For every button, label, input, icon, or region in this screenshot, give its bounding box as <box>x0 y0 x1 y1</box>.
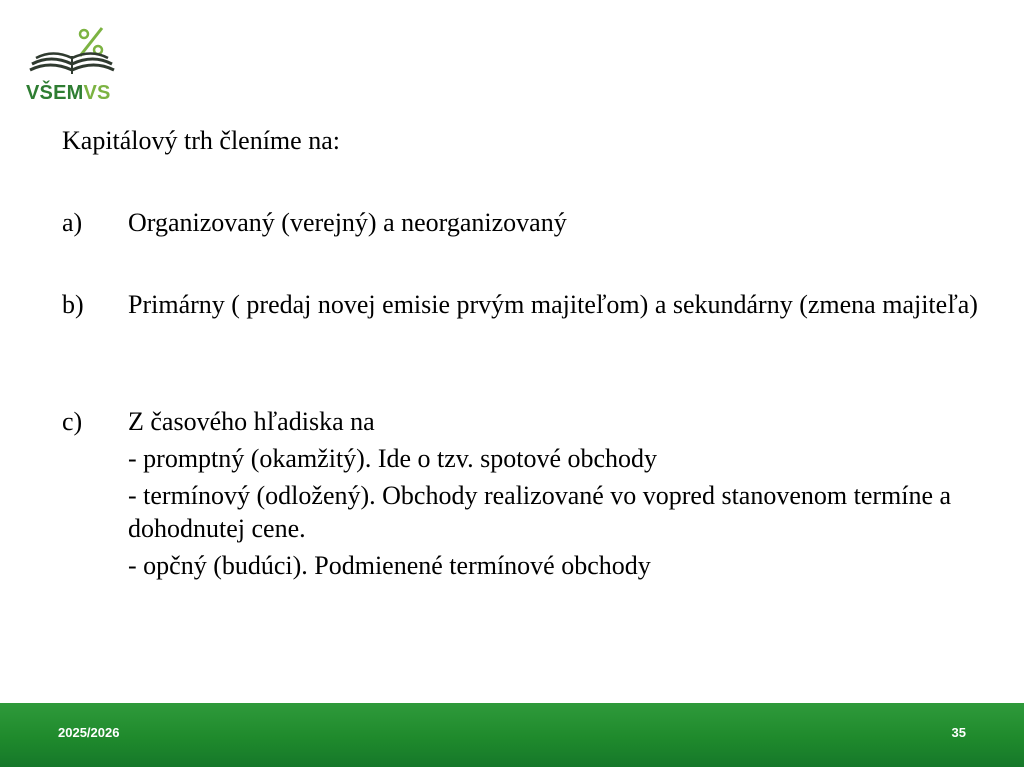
list-line: Organizovaný (verejný) a neorganizovaný <box>128 208 567 237</box>
footer-year: 2025/2026 <box>58 725 120 740</box>
list-line: Z časového hľadiska na <box>128 407 375 436</box>
list-item-text <box>128 288 978 321</box>
list-item-text <box>128 206 978 239</box>
list-line: - opčný (budúci). Podmienené termínové obchody <box>128 551 651 580</box>
list-line: - promptný (okamžitý). Ide o tzv. spotové obchody <box>128 444 658 473</box>
logo-text-light: VS <box>83 82 111 104</box>
list-marker: a) <box>62 208 83 237</box>
page-number: 35 <box>951 725 966 740</box>
list-marker: c) <box>62 407 83 436</box>
logo-text-dark: VŠEM <box>26 82 84 104</box>
list-item-text <box>128 405 978 582</box>
open-book-percent-icon <box>26 26 118 82</box>
list-line: Primárny ( predaj novej emisie prvým majiteľom) a sekundárny (zmena majiteľa) <box>128 290 978 319</box>
logo-wordmark <box>26 82 118 104</box>
slide-intro: Kapitálový trh členíme na: <box>62 126 340 155</box>
list-marker: b) <box>62 290 84 319</box>
list-line: - termínový (odložený). Obchody realizované vo vopred stanovenom termíne a dohodnutej cene. <box>128 481 952 543</box>
vsemvs-logo <box>26 26 118 106</box>
footer-bar <box>0 703 1024 767</box>
